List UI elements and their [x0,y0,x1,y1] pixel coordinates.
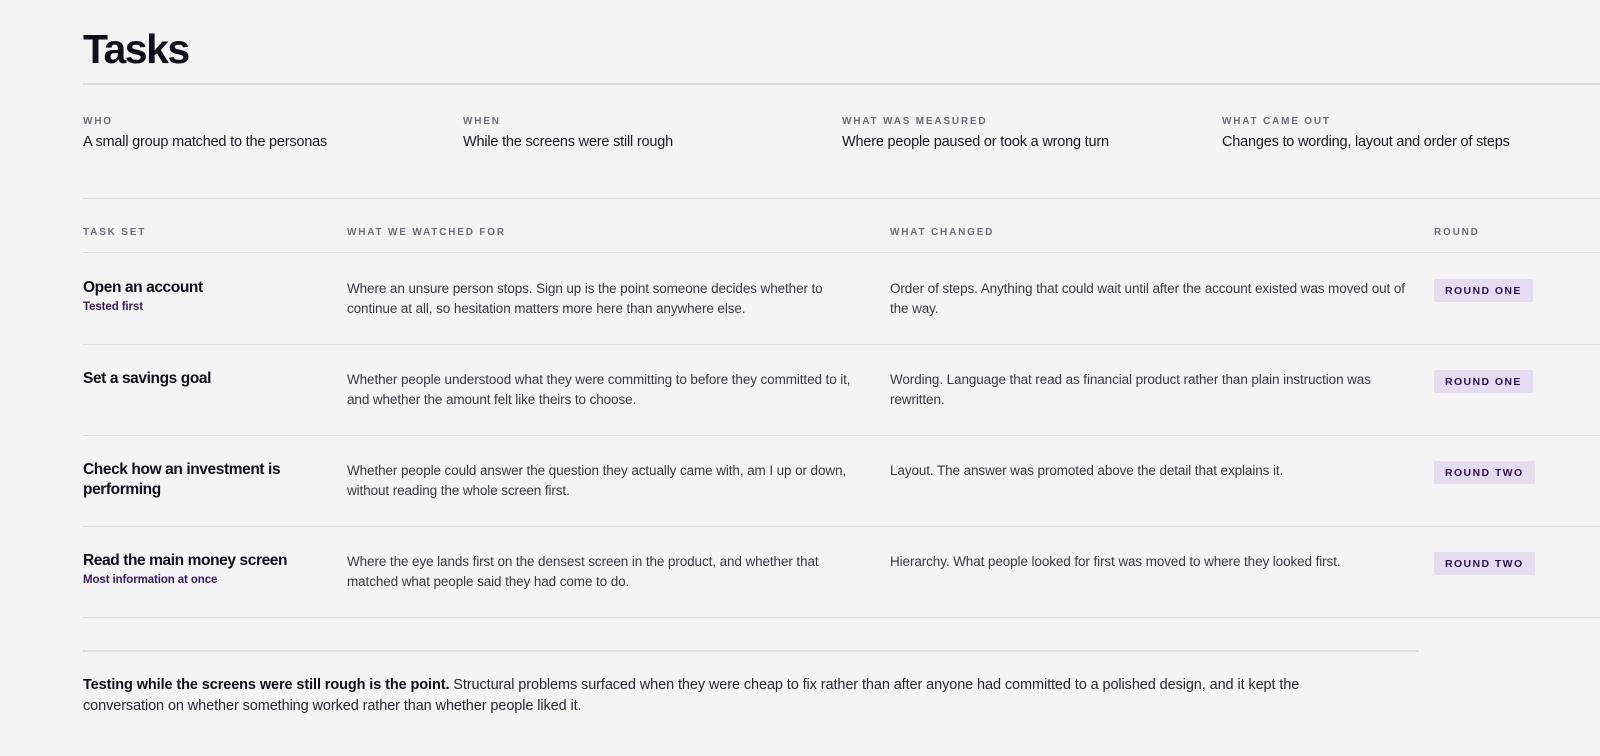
column-header-task-set: TASK SET [83,227,147,238]
table-row [83,526,1600,618]
round-badge: ROUND TWO [1434,552,1535,575]
meta-who [83,116,327,150]
meta-label: WHO [83,116,113,127]
task-note: Most information at once [83,574,218,586]
round-badge: ROUND TWO [1434,461,1535,484]
meta-when [463,116,673,150]
meta-value: Where people paused or took a wrong turn [842,134,1109,150]
round-badge: ROUND ONE [1434,370,1533,393]
table-row [83,253,1600,345]
column-header-watched: WHAT WE WATCHED FOR [347,227,506,238]
tasks-page [83,0,1600,756]
title-divider [83,83,1600,85]
meta-label: WHAT WAS MEASURED [842,116,988,127]
round-cell [1434,552,1535,575]
table-row [83,344,1600,436]
meta-value: A small group matched to the personas [83,134,328,150]
meta-label: WHEN [463,116,501,127]
task-cell [83,551,303,586]
footnote [83,675,1383,717]
column-header-round: ROUND [1434,227,1480,238]
round-cell [1434,279,1533,302]
round-cell [1434,461,1535,484]
changed-cell: Layout. The answer was promoted above the detail that explains it. [890,463,1284,478]
changed-cell: Wording. Language that read as financial product rather than plain instruction was rewritten. [890,372,1371,407]
meta-value: While the screens were still rough [463,134,673,150]
watched-cell: Where an unsure person stops. Sign up is the point someone decides whether to continue at all, so hesitation matters more here than anywhere else. [347,281,823,316]
round-badge: ROUND ONE [1434,279,1533,302]
watched-cell: Whether people could answer the question they actually came with, am I up or down, without reading the whole screen first. [347,463,847,498]
footnote-body: Structural problems surfaced when they were cheap to fix rather than after anyone had committed to a polished design, and it kept the conversation on whether something worked rather than whether people liked it. [83,677,1300,714]
watched-cell: Whether people understood what they were committing to before they committed to it, and whether the amount felt like theirs to choose. [347,372,851,407]
footnote-divider [83,650,1419,652]
meta-label: WHAT CAME OUT [1222,116,1331,127]
footnote-lead: Testing while the screens were still rough is the point. [83,677,450,693]
task-name: Read the main money screen [83,552,288,569]
meta-outcome [1222,116,1510,150]
watched-cell: Where the eye lands first on the densest screen in the product, and whether that matched what people said they had come to do. [347,554,819,589]
task-cell [83,278,303,313]
task-name: Open an account [83,279,203,296]
round-cell [1434,370,1533,393]
task-name: Check how an investment is performing [83,461,281,498]
task-cell [83,369,303,389]
task-note: Tested first [83,301,143,313]
meta-value: Changes to wording, layout and order of steps [1222,134,1510,150]
study-meta [83,116,1600,156]
task-cell [83,460,303,500]
task-name: Set a savings goal [83,370,212,387]
page-title: Tasks [83,26,189,72]
column-header-changed: WHAT CHANGED [890,227,995,238]
meta-divider [83,198,1600,199]
table-row [83,435,1600,527]
changed-cell: Hierarchy. What people looked for first was moved to where they looked first. [890,554,1341,569]
changed-cell: Order of steps. Anything that could wait until after the account existed was moved out of the way. [890,281,1405,316]
meta-measured [842,116,1109,150]
